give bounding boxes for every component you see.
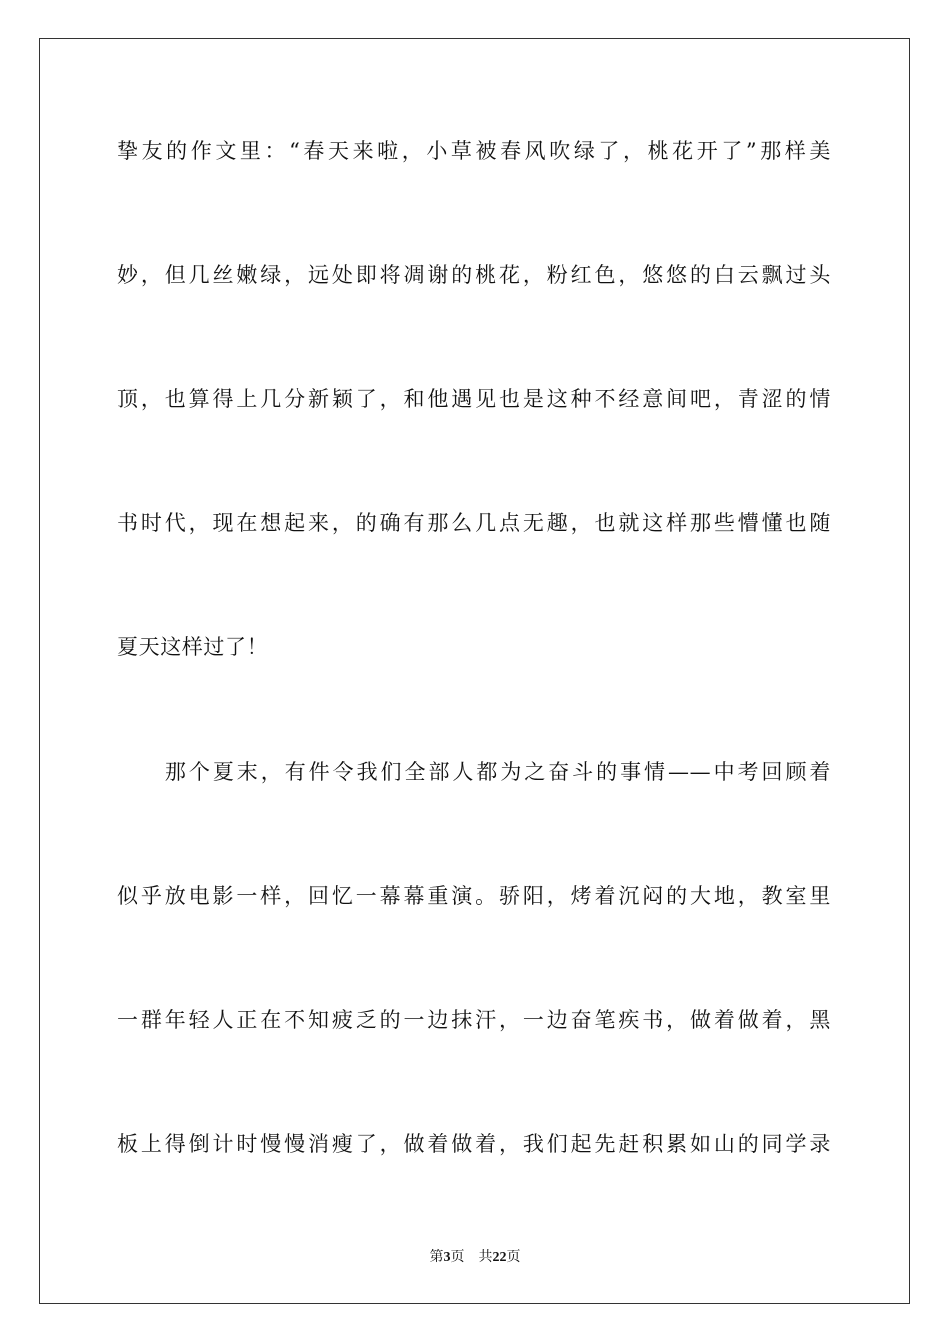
- body-text-line-3: 顶，也算得上几分新颖了，和他遇见也是这种不经意间吧，青涩的情: [117, 387, 831, 411]
- page-number-suffix: 页: [450, 1250, 465, 1265]
- page-number-current: 3: [443, 1250, 451, 1265]
- body-text-line-4: 书时代，现在想起来，的确有那么几点无趣，也就这样那些懵懂也随: [117, 511, 831, 535]
- body-text-line-6: 那个夏末，有件令我们全部人都为之奋斗的事情——中考回顾着: [117, 760, 831, 784]
- body-text-line-1: 挚友的作文里：“春天来啦，小草被春风吹绿了，桃花开了”那样美: [117, 139, 831, 163]
- page-total-suffix: 页: [506, 1250, 521, 1265]
- body-text-line-5: 夏天这样过了！: [117, 635, 269, 659]
- body-text-line-7: 似乎放电影一样，回忆一幕幕重演。骄阳，烤着沉闷的大地，教室里: [117, 884, 831, 908]
- page-border: [39, 38, 910, 1304]
- page-footer: [0, 1248, 950, 1268]
- body-text-line-9: 板上得倒计时慢慢消瘦了，做着做着，我们起先赶积累如山的同学录: [117, 1132, 831, 1156]
- page-total-prefix: 共: [478, 1250, 493, 1265]
- page-total-count: 22: [492, 1250, 507, 1265]
- body-text-line-2: 妙，但几丝嫩绿，远处即将凋谢的桃花，粉红色，悠悠的白云飘过头: [117, 263, 831, 287]
- body-text-line-8: 一群年轻人正在不知疲乏的一边抹汗，一边奋笔疾书，做着做着，黑: [117, 1008, 831, 1032]
- page-number-prefix: 第: [429, 1250, 444, 1265]
